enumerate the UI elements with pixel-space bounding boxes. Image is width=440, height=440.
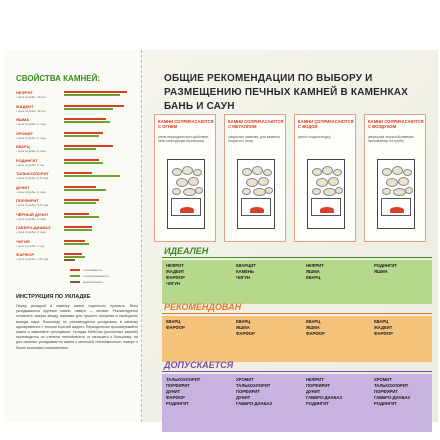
heat-capacity-bar <box>64 240 85 242</box>
stone-name: КВАРЦ <box>16 144 30 149</box>
firebox <box>241 198 271 216</box>
stove-column-heading: КАМНИ СОПРИКАСАЮТСЯ С МЕТАЛЛОМ <box>228 119 284 130</box>
heat-capacity-bar <box>64 105 124 107</box>
stone-recommendation-cell <box>374 319 393 337</box>
category-divider <box>162 257 432 258</box>
stone-row <box>16 104 136 117</box>
stone-name-entry: КВАРЦИТ <box>236 263 256 268</box>
stone-shape <box>193 169 202 176</box>
stone-row <box>16 171 136 184</box>
stone-name-entry: ХРОМИТ <box>374 377 392 382</box>
stone-shape <box>172 188 181 195</box>
stone-name-entry: РОДИНГИТ <box>374 263 397 268</box>
instructions-title: ИНСТРУКЦИЯ ПО УКЛАДКЕ <box>16 294 91 300</box>
stone-lifetime: • срок службы: 2 года <box>16 216 46 221</box>
thermal-conductivity-bar <box>64 189 106 191</box>
thermal-conductivity-bar <box>64 202 96 204</box>
category-label: ИДЕАЛЕН <box>164 246 209 256</box>
stove-column-heading: КАМНИ СОПРИКАСАЮТСЯ С ОГНЕМ <box>158 119 214 130</box>
stone-recommendation-cell <box>166 377 200 407</box>
stone-shape <box>242 188 251 195</box>
stone-shape <box>405 187 413 194</box>
stone-name: ПОРФИРИТ <box>16 198 39 203</box>
stone-name-entry: ФАРФОР <box>166 395 185 400</box>
stone-recommendation-cell <box>236 377 272 407</box>
stone-lifetime: • срок службы: 1,5 года <box>16 257 49 261</box>
stone-shape <box>333 169 342 176</box>
heat-capacity-bar <box>64 213 89 215</box>
stove-column-note: (место подачи воды) <box>298 135 331 139</box>
stone-name-entry: ГАББРО-ДИАБАЗ <box>306 395 343 400</box>
stone-name-entry: ФАРФОР <box>236 331 255 336</box>
stone-shape <box>246 178 258 187</box>
stone-name-entry: ГАББРО-ДИАБАЗ <box>374 395 411 400</box>
stove-drawing <box>377 159 415 229</box>
stone-recommendation-cell <box>306 377 342 407</box>
stone-shape <box>403 169 412 176</box>
stone-name: ГАББРО-ДИАБАЗ <box>16 225 51 230</box>
stone-name-entry: ЯШМА <box>374 269 388 274</box>
stone-name-entry: ХРОМИТ <box>236 377 254 382</box>
stone-properties-panel <box>4 50 142 422</box>
thermal-conductivity-bar <box>64 256 85 258</box>
stone-recommendation-cell <box>306 319 325 337</box>
heat-capacity-bar <box>64 172 92 174</box>
heat-capacity-bar <box>64 226 92 228</box>
stone-name-entry: ДУНИТ <box>306 389 321 394</box>
stone-shape <box>195 187 203 194</box>
stone-name-entry: ФАРФОР <box>374 331 393 336</box>
stone-shape <box>188 177 199 186</box>
recommendations-panel <box>142 50 438 422</box>
stone-name: ЧЁРНЫЙ ДУНИТ <box>16 211 49 217</box>
legend-swatch <box>70 269 80 271</box>
stone-name-entry: ЯШМА <box>306 325 320 330</box>
thermal-conductivity-bar <box>64 175 120 177</box>
heat-capacity-bar <box>64 199 99 201</box>
fire-icon <box>320 207 334 213</box>
stone-shape <box>258 177 269 186</box>
recommendations-title: ОБЩИЕ РЕКОМЕНДАЦИИ ПО ВЫБОРУ И РАЗМЕЩЕНИЮ ПЕЧНЫХ КАМНЕЙ В КАМЕНКАХ БАНЬ И САУН <box>164 73 409 112</box>
legend-swatch <box>70 275 80 277</box>
firebox <box>171 198 201 216</box>
legend-item <box>70 280 109 284</box>
brochure-page <box>4 50 438 422</box>
stone-name-entry: ТАЛЬКОХЛОРИТ <box>236 383 271 388</box>
stone-lifetime: • срок службы: 1 год <box>16 243 45 248</box>
stone-lifetime: • срок службы: 2 года <box>16 230 46 234</box>
stone-recommendation-cell <box>166 263 185 287</box>
stone-recommendation-cell <box>374 263 397 275</box>
stone-name: ХРОМИТ <box>16 130 34 136</box>
thermal-conductivity-bar <box>64 108 113 110</box>
stone-recommendation-cell <box>306 263 324 281</box>
stone-name-entry: КВАРЦ <box>236 319 251 324</box>
stone-row <box>16 212 136 225</box>
stone-name-entry: НЕФРИТ <box>166 263 184 268</box>
stone-name: ЯШМА <box>16 117 30 122</box>
legend-item <box>70 268 109 272</box>
stove-column <box>364 114 426 242</box>
heat-capacity-bar <box>64 132 103 134</box>
stone-name-entry: ПОРФИРИТ <box>236 389 260 394</box>
fire-icon <box>390 207 404 213</box>
heat-capacity-bar <box>64 159 99 161</box>
stone-name-entry: НЕФРИТ <box>306 377 324 382</box>
thermal-conductivity-bar <box>64 94 120 96</box>
instructions-text: Перед укладкой в каменку камни тщательно промыть. Вниз укладываются крупные камни, наверх — мелкие. Рекомендуется оставлять зазоры между камнями для лучшего прогрева и свободного выхода пара. Поскольку не рекомендуется укладывать в каменку одновременно с теплом горячий жадеит. Периодически просматривайте камни и заменяйте треснувшие. Укладка МИКСом (различных камней) производится по степени теплоёмкости от меньшего к большему: на дно каменки укладываются камни с меньшей теплоёмкостью, наверх с более высокими показателями. <box>16 304 138 350</box>
stove-column <box>224 114 286 242</box>
stone-name-entry: ГАББРО-ДИАБАЗ <box>236 401 273 406</box>
heat-capacity-bar <box>64 118 106 120</box>
stone-row <box>16 90 136 103</box>
stone-row <box>16 131 136 144</box>
stone-shape <box>335 187 343 194</box>
category-divider <box>162 371 432 372</box>
heat-capacity-bar <box>64 91 127 93</box>
stone-lifetime: • срок службы: 4 года <box>16 135 46 140</box>
stone-row <box>16 252 136 265</box>
legend-swatch <box>70 281 80 283</box>
ecology-bar <box>64 259 75 261</box>
stone-shape <box>172 168 182 176</box>
stone-lifetime: • срок службы: 4 года <box>16 122 46 126</box>
stone-lifetime: • срок службы: 3 года <box>16 149 46 153</box>
heat-capacity-bar <box>64 145 113 147</box>
stove-drawing <box>307 159 345 229</box>
stone-name-entry: ЧИГУН <box>236 275 250 280</box>
stone-row <box>16 239 136 252</box>
stone-lifetime: • срок службы: 2,5 года <box>16 176 49 180</box>
stone-name-entry: ЧИГУН <box>166 281 180 286</box>
stone-name: ЖАДЕИТ <box>16 103 34 109</box>
stone-name-entry: ДУНИТ <box>236 395 251 400</box>
stone-properties-legend <box>70 268 109 286</box>
stone-name: ТАЛЬКОХЛОРИТ <box>16 171 49 176</box>
stone-row <box>16 225 136 238</box>
stone-name-entry: РОДИНГИТ <box>306 401 329 406</box>
firebox <box>311 198 341 216</box>
thermal-conductivity-bar <box>64 229 92 231</box>
thermal-conductivity-bar <box>64 216 99 218</box>
stone-shape <box>312 188 321 195</box>
thermal-conductivity-bar <box>64 121 110 123</box>
stone-shape <box>392 166 403 175</box>
stone-lifetime: • срок службы: 10 лет <box>16 108 47 113</box>
stone-lifetime: • срок службы: 4 года <box>16 189 46 194</box>
stone-name-entry: ПОРФИРИТ <box>374 389 398 394</box>
stone-lifetime: • срок службы: 3,5 года <box>16 203 49 207</box>
thermal-conductivity-bar <box>64 135 99 137</box>
heat-capacity-bar <box>64 186 96 188</box>
stove-drawing <box>167 159 205 229</box>
stone-properties-title: СВОЙСТВА КАМНЕЙ: <box>16 74 101 83</box>
thermal-conductivity-bar <box>64 162 103 164</box>
stone-name-entry: КВАРЦ <box>306 319 321 324</box>
stone-shape <box>398 177 409 186</box>
stone-row <box>16 158 136 171</box>
stone-name-entry: КВАРЦ <box>166 319 181 324</box>
stone-name-entry: ФАРФОР <box>306 331 325 336</box>
stone-name: ЧИГИЯ <box>16 238 30 244</box>
legend-item <box>70 274 109 278</box>
fire-icon <box>250 207 264 213</box>
stone-recommendation-cell <box>374 377 410 407</box>
legend-label: теплопроводность <box>83 274 109 278</box>
heat-capacity-bar <box>64 253 82 255</box>
stone-shape <box>382 168 392 176</box>
stone-name-entry: НЕФРИТ <box>306 263 324 268</box>
stone-name-entry: ПОРФИРИТ <box>166 383 190 388</box>
stove-column <box>154 114 216 242</box>
stove-column-heading: КАМНИ СОПРИКАСАЮТСЯ С ВОДОЙ <box>298 119 354 130</box>
stone-name-entry: ЯШМА <box>236 325 250 330</box>
firebox <box>381 198 411 216</box>
stone-row <box>16 117 136 130</box>
stove-drawing <box>237 159 275 229</box>
category-divider <box>162 313 432 314</box>
stone-shape <box>312 168 322 176</box>
stone-shape <box>182 166 193 175</box>
stone-shape <box>316 178 328 187</box>
stone-shape <box>382 188 391 195</box>
stone-shape <box>242 168 252 176</box>
stove-column-note: (печи периодического действия, печи конструкции Кузнецова) <box>158 135 209 144</box>
category-label: РЕКОМЕНДОВАН <box>164 302 242 312</box>
stone-name-entry: РОДИНГИТ <box>374 401 397 406</box>
stone-name-entry: ФАРФОР <box>166 325 185 330</box>
stone-name-entry: КВАРЦ <box>374 319 389 324</box>
stone-name: РОДИНГИТ <box>16 157 38 163</box>
stove-column-note: (закрытые каменки, для каменки открытого типа) <box>228 135 280 144</box>
thermal-conductivity-bar <box>64 148 96 150</box>
stone-name: ФАРФОР <box>16 252 35 257</box>
fire-icon <box>180 207 194 213</box>
stone-lifetime: • срок службы: 10 лет <box>16 95 47 99</box>
stone-shape <box>265 187 273 194</box>
stone-recommendation-cell <box>236 263 256 281</box>
stone-name-entry: ФАРФОР <box>166 275 185 280</box>
stone-row <box>16 185 136 198</box>
stone-shape <box>263 169 272 176</box>
stone-name-entry: ДУНИТ <box>166 389 181 394</box>
stone-name-entry: ЖАДЕИТ <box>166 269 185 274</box>
stone-shape <box>386 178 398 187</box>
stove-column-note: (верхушка открытой каменки, экономайзер на трубе) <box>368 135 415 144</box>
stone-shape <box>322 166 333 175</box>
stone-recommendation-cell <box>166 319 185 331</box>
stove-column <box>294 114 356 242</box>
stone-name-entry: ПОРФИРИТ <box>306 383 330 388</box>
legend-label: теплоёмкость <box>83 268 103 272</box>
stone-name-entry: ТАЛЬКОХЛОРИТ <box>374 383 409 388</box>
category-label: ДОПУСКАЕТСЯ <box>164 360 234 370</box>
stove-column-heading: КАМНИ СОПРИКАСАЮТСЯ С ВОЗДУХОМ <box>368 119 424 130</box>
legend-label: экологичность <box>83 280 104 284</box>
stone-name-entry: ЖАДЕИТ <box>374 325 393 330</box>
stone-name-entry: КВАРЦ <box>306 275 321 280</box>
stone-name-entry: КАМЕНЬ <box>236 269 254 274</box>
stone-shape <box>252 166 263 175</box>
stone-shape <box>328 177 339 186</box>
stone-name: НЕФРИТ <box>16 90 33 95</box>
stone-name: ДУНИТ <box>16 184 30 190</box>
stone-row <box>16 144 136 157</box>
stone-row <box>16 198 136 211</box>
thermal-conductivity-bar <box>64 243 89 245</box>
stone-shape <box>176 178 188 187</box>
stone-recommendation-cell <box>236 319 255 337</box>
stone-name-entry: ЯШМА <box>306 269 320 274</box>
stone-name-entry: РОДИНГИТ <box>166 401 189 406</box>
stone-name-entry: ТАЛЬКОХЛОРИТ <box>166 377 201 382</box>
stone-lifetime: • срок службы: 5 лет <box>16 162 45 167</box>
